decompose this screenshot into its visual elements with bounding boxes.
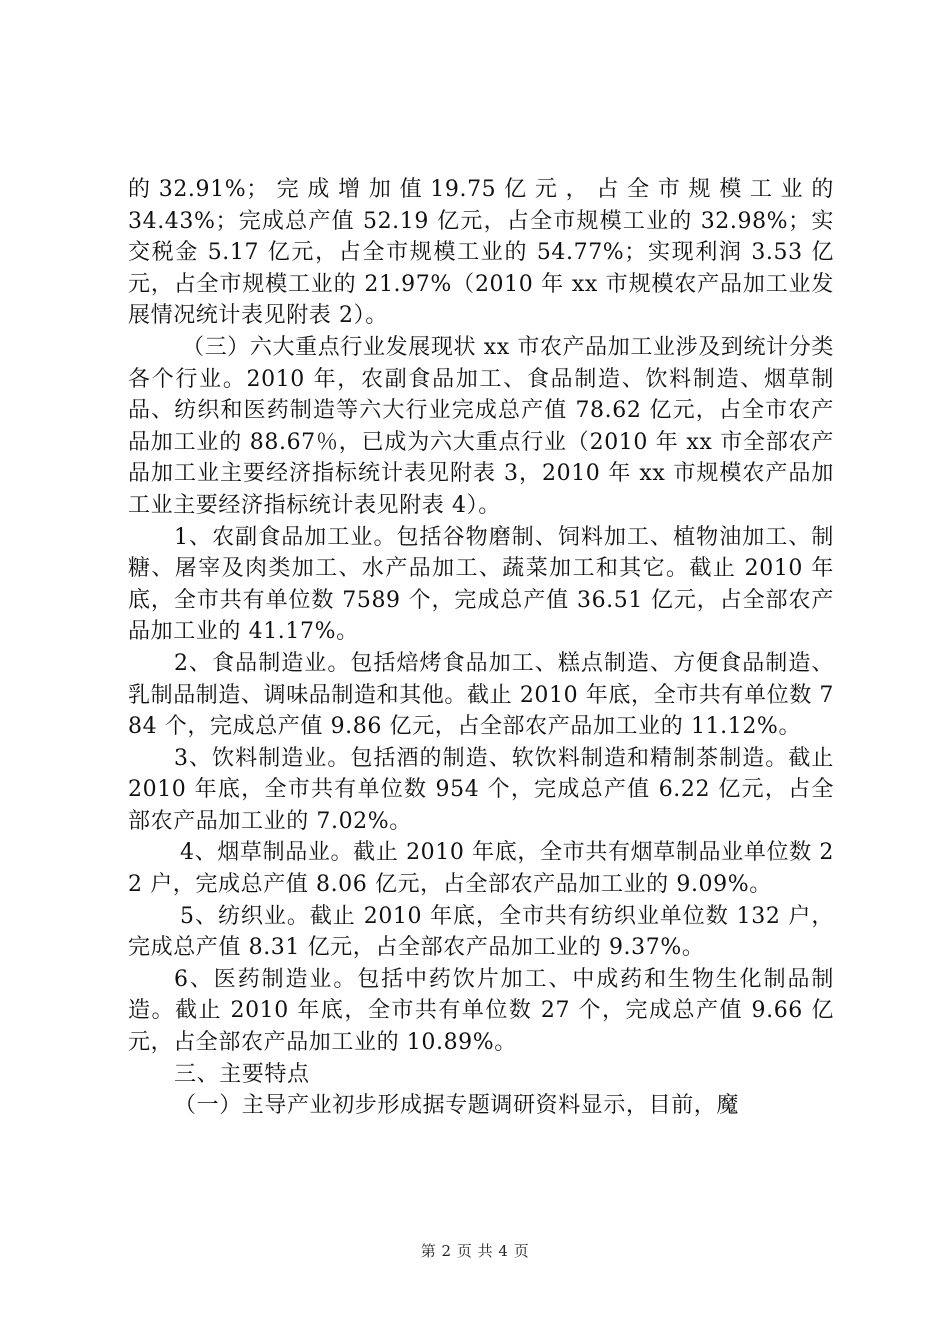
paragraph-agri-food-processing: 1、农副食品加工业。包括谷物磨制、饲料加工、植物油加工、制糖、屠宰及肉类加工、水产品加工、蔬菜加工和其它。截止 2010 年底，全市共有单位数 7589 个，完成总产值 36.51 亿元，占全部农产品加工业的 41.17%。: [128, 524, 834, 645]
paragraph-six-key-industries: （三）六大重点行业发展现状 xx 市农产品加工业涉及到统计分类各个行业。2010 年，农副食品加工、食品制造、饮料制造、烟草制品、纺织和医药制造等六大行业完成总产值 78.62 亿元，占全市农产品加工业的 88.67％，已成为六大重点行业（2010 年 xx 市全部农产品加工业主要经济指标统计表见附表 3，2010 年 xx 市规模农产品加工业主要经济指标统计表见附表 4）。: [128, 334, 834, 518]
paragraph-leading-industry: （一）主导产业初步形成据专题调研资料显示，目前，魔: [174, 1093, 740, 1119]
section-heading-main-features: 三、主要特点: [174, 1061, 310, 1087]
paragraph-textile: 5、纺织业。截止 2010 年底，全市共有纺织业单位数 132 户，完成总产值 8.31 亿元，占全部农产品加工业的 9.37%。: [128, 903, 834, 961]
paragraph-statistics-continued: 的 32.91%； 完 成 增 加 值 19.75 亿 元 ， 占 全 市 规 模 工 业 的 34.43%；完成总产值 52.19 亿元，占全市规模工业的 32.98%；实交税金 5.17 亿元，占全市规模工业的 54.77%；实现利润 3.53 亿元，占全市规模工业的 21.97%（2010 年 xx 市规模农产品加工业发展情况统计表见附表 2）。: [128, 177, 834, 329]
paragraph-tobacco-products: 4、烟草制品业。截止 2010 年底，全市共有烟草制品业单位数 22 户，完成总产值 8.06 亿元，占全部农产品加工业的 9.09%。: [128, 840, 834, 898]
page-number-footer: 第 2 页 共 4 页: [420, 1242, 530, 1260]
paragraph-pharmaceutical: 6、医药制造业。包括中药饮片加工、中成药和生物生化制品制造。截止 2010 年底，全市共有单位数 27 个，完成总产值 9.66 亿元，占全部农产品加工业的 10.89%。: [128, 966, 834, 1056]
document-body: [128, 174, 834, 1122]
paragraph-beverage-manufacturing: 3、饮料制造业。包括酒的制造、软饮料制造和精制茶制造。截止 2010 年底，全市共有单位数 954 个，完成总产值 6.22 亿元，占全部农产品加工业的 7.02%。: [128, 745, 834, 834]
paragraph-food-manufacturing: 2、食品制造业。包括焙烤食品加工、糕点制造、方便食品制造、乳制品制造、调味品制造和其他。截止 2010 年底，全市共有单位数 784 个，完成总产值 9.86 亿元，占全部农产品加工业的 11.12%。: [128, 650, 834, 740]
